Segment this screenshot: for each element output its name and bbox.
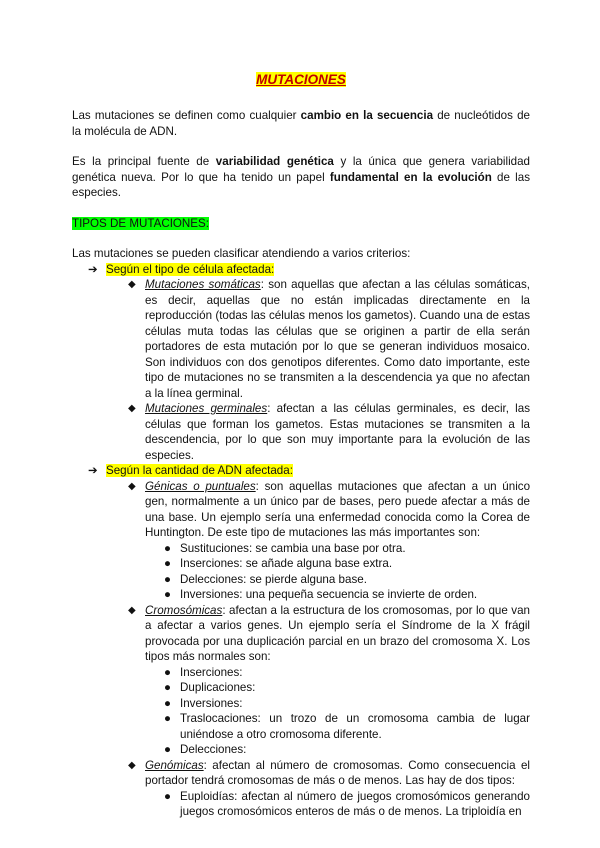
dot-bullet-icon: ●	[164, 588, 172, 601]
criterion-item: ➔ Según el tipo de célula afectada:	[88, 262, 275, 276]
intro-paragraph-1: Las mutaciones se definen como cualquier cambio en la secuencia de nucleótidos de la molécula de ADN.	[72, 109, 530, 138]
dot-bullet-icon: ●	[164, 712, 172, 725]
dot-bullet-icon: ●	[164, 696, 172, 710]
diamond-bullet-icon: ◆	[128, 403, 136, 414]
sub-list-item: ● Inversiones: una pequeña secuencia se invierte de orden.	[164, 588, 478, 601]
intro-paragraph-2: Es la principal fuente de variabilidad genética y la única que genera variabilidad genética nueva. Por lo que ha tenido un papel fundamental en la evolución de las especies.	[72, 155, 530, 199]
list-item: ◆ Cromosómicas: afectan a la estructura de los cromosomas, por lo que van a afectar a varios genes. Un ejemplo sería el Síndrome de la X frágil provocada por una duplicación parcial en un brazo del cromosoma X. Los tipos más normales son:	[128, 603, 530, 663]
dot-bullet-icon: ●	[164, 681, 172, 694]
dot-bullet-icon: ●	[164, 541, 172, 555]
sub-list-item: ● Delecciones: se pierde alguna base.	[164, 572, 367, 586]
section-intro: Las mutaciones se pueden clasificar atendiendo a varios criterios:	[72, 247, 411, 260]
sub-list-item: ● Sustituciones: se cambia una base por otra.	[164, 541, 406, 555]
page-title: MUTACIONES	[256, 72, 346, 87]
diamond-bullet-icon: ◆	[128, 279, 136, 290]
document-page	[72, 72, 530, 820]
list-item: ◆ Génicas o puntuales: son aquellas mutaciones que afectan a un único gen, normalmente a un único par de bases, pero puede afectar a más de una base. Un ejemplo sería una enfermedad conocida como la Corea de Huntington. De este tipo de mutaciones las más importantes son:	[128, 479, 531, 539]
sub-list-item: ● Delecciones:	[164, 743, 247, 756]
section-heading: TIPOS DE MUTACIONES:	[72, 216, 209, 230]
sub-list-item: ● Duplicaciones:	[164, 681, 256, 694]
diamond-bullet-icon: ◆	[128, 759, 136, 771]
arrow-icon: ➔	[88, 464, 98, 477]
diamond-bullet-icon: ◆	[128, 604, 136, 616]
sub-list-item: ● Inserciones:	[164, 665, 243, 679]
dot-bullet-icon: ●	[164, 572, 172, 586]
dot-bullet-icon: ●	[164, 743, 172, 756]
criterion-item: ➔ Según la cantidad de ADN afectada:	[88, 464, 293, 477]
sub-list-item: ● Inversiones:	[164, 696, 243, 710]
list-item: ◆ Genómicas: afectan al número de cromosomas. Como consecuencia el portador tendrá cromosomas de más o de menos. Las hay de dos tipos:	[128, 758, 530, 787]
arrow-icon: ➔	[88, 262, 98, 276]
list-item: ◆ Mutaciones somáticas: son aquellas que afectan a las células somáticas, es decir, aquellas que no están implicadas directamente en la reproducción (todas las células menos los gametos). Cuando una de estas células muta todas las células que se originen a partir de ella serán portadores de esta mutación por lo que se generan individuos mosaico. Son individuos con dos genotipos diferentes. Como dato importante, este tipo de mutaciones no se transmiten a la descendencia ya que no afectan a la línea germinal.	[128, 278, 530, 400]
sub-list-item: ● Traslocaciones: un trozo de un cromosoma cambia de lugar uniéndose a otro cromosoma diferente.	[164, 712, 530, 741]
sub-list-item: ● Euploidías: afectan al número de juegos cromosómicos generando juegos cromosómicos enteros de más o de menos. La triploidía en	[164, 789, 530, 818]
diamond-bullet-icon: ◆	[128, 480, 136, 492]
sub-list-item: ● Inserciones: se añade alguna base extra.	[164, 557, 393, 570]
dot-bullet-icon: ●	[164, 789, 172, 803]
dot-bullet-icon: ●	[164, 665, 172, 679]
dot-bullet-icon: ●	[164, 557, 172, 570]
list-item: ◆ Mutaciones germinales: afectan a las células germinales, es decir, las células que forman los gametos. Estas mutaciones se transmiten a la descendencia, por lo que son muy importante para la evolución de las especies.	[128, 402, 530, 462]
